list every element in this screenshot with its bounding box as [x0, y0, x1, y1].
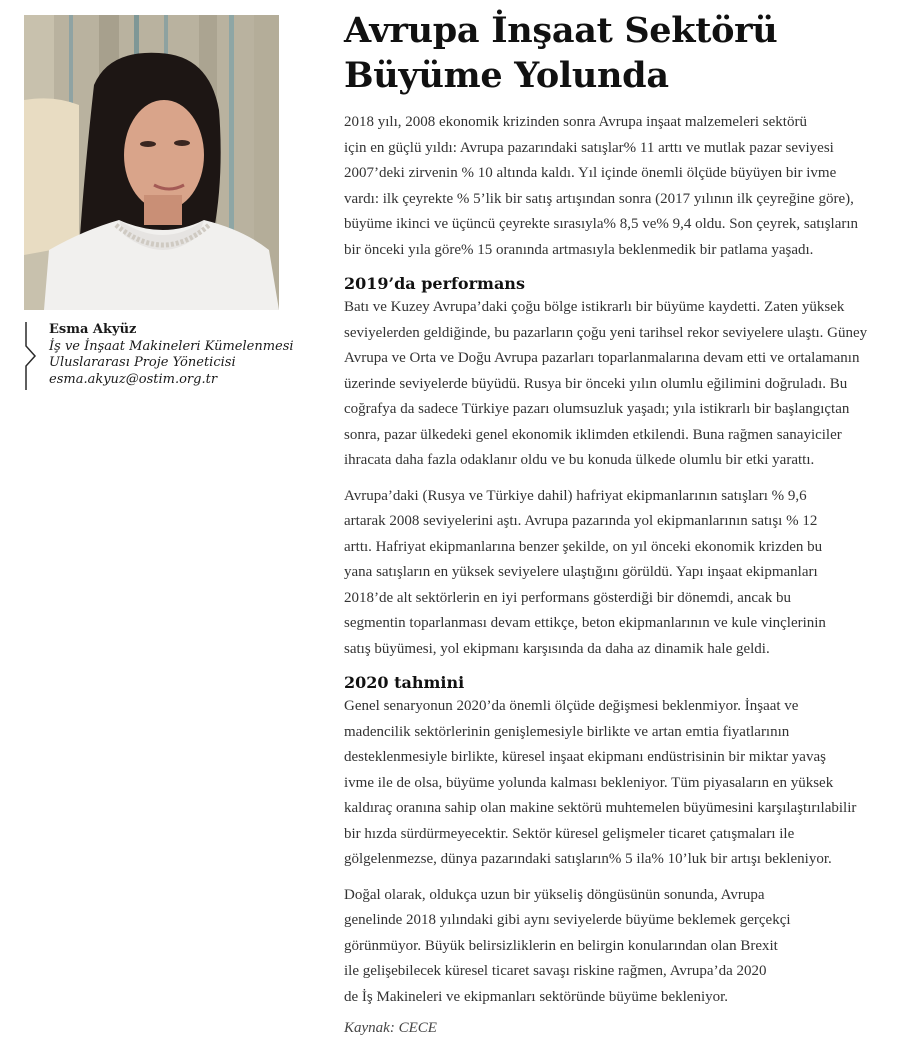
section-heading-2020: 2020 tahmini [344, 673, 465, 692]
author-info [24, 322, 314, 392]
text-line: ivme ile de olsa, büyüme yolunda kalması bekleniyor. Tüm piyasaların en yüksek [344, 774, 834, 791]
text-line: de İş Makineleri ve ekipmanları sektöründe büyüme bekleniyor. [344, 988, 729, 1005]
text-line: bir hızda sürdürmeyecektir. Sektör küresel gelişmeler ticaret çatışmaları ile [344, 825, 795, 842]
bracket-divider-icon [24, 322, 38, 390]
intro-paragraph [344, 110, 892, 263]
section-2020-paragraph-1 [344, 694, 892, 873]
text-line: bir önceki yıla göre% 15 oranında artmasıyla beklenmedik bir patlama yaşadı. [344, 241, 814, 258]
text-line: 2018’de alt sektörlerin en iyi performans gösterdiği bir dönemdi, ancak bu [344, 589, 791, 606]
text-line: genelinde 2018 yılındaki gibi aynı seviyelerde büyüme beklemek gerçekçi [344, 912, 791, 928]
article-title [344, 8, 892, 98]
text-line: desteklenmesiyle birlikte, küresel inşaat ekipmanı endüstrisinin bir miktar yavaş [344, 749, 826, 765]
text-line: artarak 2008 seviyelerini aştı. Avrupa pazarında yol ekipmanlarının satışı % 12 [344, 513, 818, 529]
text-line: madencilik sektörlerinin genişlemesiyle birlikte ve artan emtia fiyatlarının [344, 723, 790, 740]
text-line: Avrupa’daki (Rusya ve Türkiye dahil) hafriyat ekipmanlarının satışları % 9,6 [344, 487, 807, 504]
text-line: vardı: ilk çeyrekte % 5’lik bir satış artışından sonra (2017 yılının ilk çeyreğine göre), [344, 190, 854, 207]
text-line: için en güçlü yıldı: Avrupa pazarındaki satışlar% 11 arttı ve mutlak pazar seviyesi [344, 139, 834, 156]
text-line: segmentin toparlanması devam ettikçe, beton ekipmanlarının ve kule vinçlerinin [344, 615, 826, 631]
text-line: ile gelişebilecek küresel ticaret savaşı riskine rağmen, Avrupa’da 2020 [344, 963, 767, 979]
text-line: seviyelerden geldiğinde, bu pazarların çoğu yeni tarihsel rekor seviyelere ulaştı. Güney [344, 324, 868, 341]
text-line: gölgelenmezse, dünya pazarındaki satışların% 5 ila% 10’luk bir artışı bekleniyor. [344, 851, 832, 867]
text-line: arttı. Hafriyat ekipmanlarına benzer şekilde, on yıl önceki ekonomik krizden bu [344, 538, 823, 555]
text-line: kaldıraç oranına sahip olan makine sektörü muhtemelen büyümesini karşılaştırılabilir [344, 800, 857, 816]
portrait-image [24, 15, 279, 310]
text-line: coğrafya da sadece Türkiye pazarı olumsuzluk yaşadı; yıla istikrarlı bir başlangıçtan [344, 401, 850, 417]
text-line: 2018 yılı, 2008 ekonomik krizinden sonra Avrupa inşaat malzemeleri sektörü [344, 114, 807, 130]
author-title-line1: İş ve İnşaat Makineleri Kümelenmesi [49, 338, 294, 354]
text-line: Doğal olarak, oldukça uzun bir yükseliş döngüsünün sonunda, Avrupa [344, 886, 765, 903]
section-2019-paragraph-1 [344, 295, 892, 474]
text-line: yana satışların en yüksek seviyelere ulaştığını görüldü. Yapı inşaat ekipmanları [344, 564, 818, 580]
section-2020-paragraph-2 [344, 883, 892, 1011]
text-line: satış büyümesi, yol ekipmanı karşısında da daha az dinamik hale geldi. [344, 640, 770, 657]
text-line: 2007’deki zirvenin % 10 altında kaldı. Yıl içinde önemli ölçüde büyüyen bir ivme [344, 165, 837, 181]
author-name: Esma Akyüz [49, 322, 137, 337]
title-line: Avrupa İnşaat Sektörü [344, 10, 778, 51]
title-line: Büyüme Yolunda [344, 55, 669, 96]
article [344, 8, 892, 1037]
author-photo [24, 15, 279, 310]
author-email[interactable]: esma.akyuz@ostim.org.tr [49, 371, 218, 387]
text-line: Genel senaryonun 2020’da önemli ölçüde değişmesi beklenmiyor. İnşaat ve [344, 698, 799, 714]
text-line: Batı ve Kuzey Avrupa’daki çoğu bölge istikrarlı bir büyüme kaydetti. Zaten yüksek [344, 299, 845, 315]
text-line: ihracata daha fazla odaklanır oldu ve bu konuda ülkede olumlu bir etki yarattı. [344, 452, 815, 468]
text-line: sonra, pazar ülkedeki genel ekonomik iklimden etkilendi. Buna rağmen sanayiciler [344, 426, 842, 443]
text-line: büyüme ikinci ve üçüncü çeyrekte sırasıyla% 8,5 ve% 9,4 oldu. Son çeyrek, satışların [344, 216, 859, 232]
text-line: üzerinde seviyelerde büyüdü. Rusya bir önceki yılın olumlu eğilimini doğruladı. Bu [344, 375, 848, 392]
section-heading-2019: 2019’da performans [344, 274, 525, 293]
text-line: görünmüyor. Büyük belirsizliklerin en belirgin konularından olan Brexit [344, 937, 778, 954]
section-2019-paragraph-2 [344, 484, 892, 663]
source-credit: Kaynak: CECE [344, 1020, 437, 1036]
author-title-line2: Uluslararası Proje Yöneticisi [49, 355, 236, 370]
text-line: Avrupa ve Orta ve Doğu Avrupa pazarları toparlanmalarına devam etti ve ortalamanın [344, 350, 860, 366]
